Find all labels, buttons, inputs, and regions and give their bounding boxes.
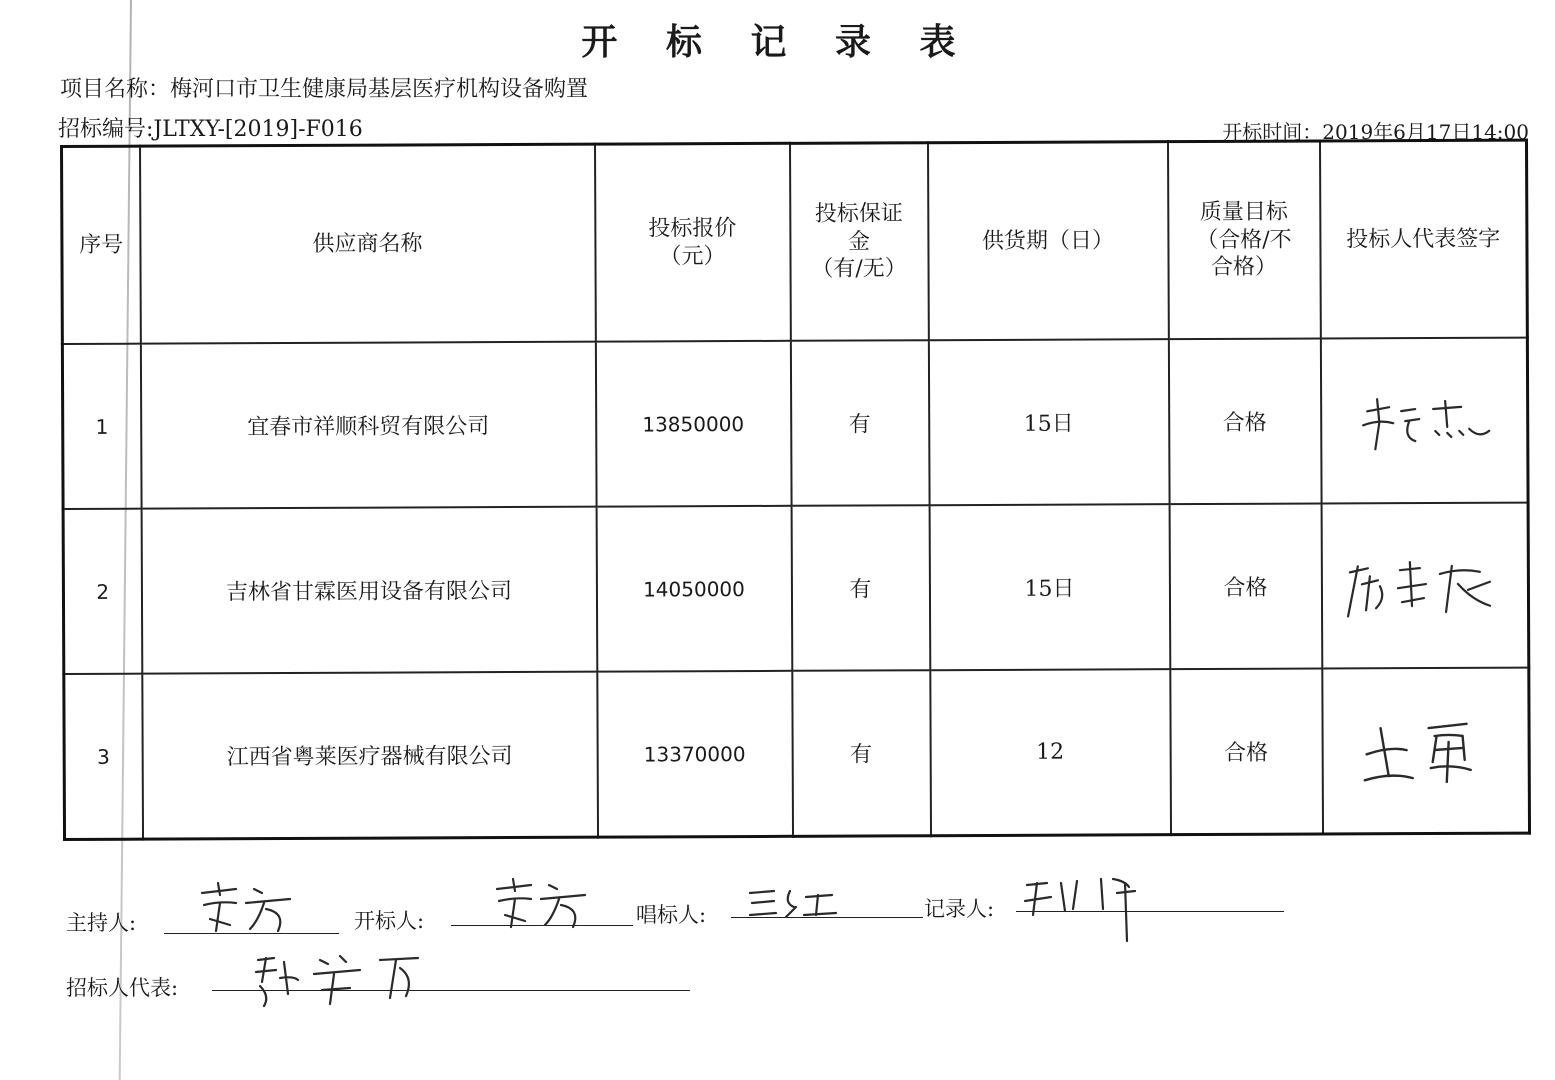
representative-signature [1322, 668, 1530, 834]
bid-price: 13370000 [597, 671, 793, 837]
recorder-label: 记录人: [924, 897, 995, 921]
header-cell-quality: 质量目标 （合格/不 合格） [1167, 141, 1320, 339]
header-cell-price: 投标报价 （元） [595, 143, 791, 341]
deposit-status: 有 [790, 340, 929, 506]
quality-target: 合格 [1170, 668, 1323, 834]
reader-handwritten-signature [746, 885, 856, 921]
project-label: 项目名称： [60, 77, 171, 102]
table-row [64, 668, 1530, 840]
handwritten-signature-1 [1349, 380, 1499, 461]
tender-code: JLTXY-[2019]-F016 [153, 117, 363, 142]
handwritten-signature-3 [1350, 705, 1500, 796]
deposit-status: 有 [791, 505, 930, 671]
bid-price: 13850000 [595, 341, 791, 507]
header-cell-index: 序号 [62, 146, 141, 344]
delivery-period: 15日 [928, 339, 1169, 505]
time-label: 开标时间： [1222, 120, 1323, 144]
delivery-period: 12 [930, 669, 1171, 836]
delivery-period: 15日 [929, 504, 1170, 670]
bid-price: 14050000 [596, 506, 792, 672]
document-title: 开 标 记 录 表 [581, 21, 974, 63]
code-label: 招标编号: [58, 117, 154, 142]
quality-target: 合格 [1168, 339, 1321, 505]
reader-label: 唱标人: [636, 903, 707, 927]
representative-signature [1321, 503, 1529, 669]
supplier-name: 江西省粤莱医疗器械有限公司 [142, 672, 598, 839]
supplier-name: 吉林省甘霖医用设备有限公司 [141, 507, 597, 674]
signers-row [66, 875, 1366, 935]
tenderee-label: 招标人代表: [66, 976, 179, 1000]
opener-label: 开标人: [354, 909, 425, 933]
row-index: 3 [64, 674, 143, 840]
opener-handwritten-signature [491, 875, 601, 931]
row-index: 1 [62, 344, 141, 509]
host-handwritten-signature [196, 879, 306, 935]
project-name-line [60, 72, 588, 103]
tender-code-line [58, 112, 363, 143]
tenderee-handwritten-signature [250, 948, 430, 1012]
table-header-row [62, 140, 1528, 344]
project-name: 梅河口市卫生健康局基层医疗机构设备购置 [170, 77, 589, 102]
quality-target: 合格 [1169, 504, 1322, 670]
recorder-handwritten-signature [1021, 875, 1151, 945]
table-row [63, 503, 1529, 674]
deposit-status: 有 [792, 670, 931, 836]
host-label: 主持人: [66, 911, 137, 935]
representative-signature [1320, 338, 1528, 504]
table-row [62, 338, 1528, 509]
header-cell-deposit: 投标保证 金 （有/无） [789, 143, 928, 341]
supplier-name: 宜春市祥顺科贸有限公司 [140, 342, 596, 509]
header-cell-signature: 投标人代表签字 [1319, 140, 1527, 338]
header-cell-delivery: 供货期（日） [927, 142, 1168, 341]
handwritten-signature-2 [1340, 545, 1510, 626]
opening-time: 2019年6月17日14:00 [1322, 120, 1529, 144]
header-cell-supplier: 供应商名称 [140, 144, 596, 343]
row-index: 2 [63, 509, 142, 674]
bid-record-table [60, 139, 1531, 841]
